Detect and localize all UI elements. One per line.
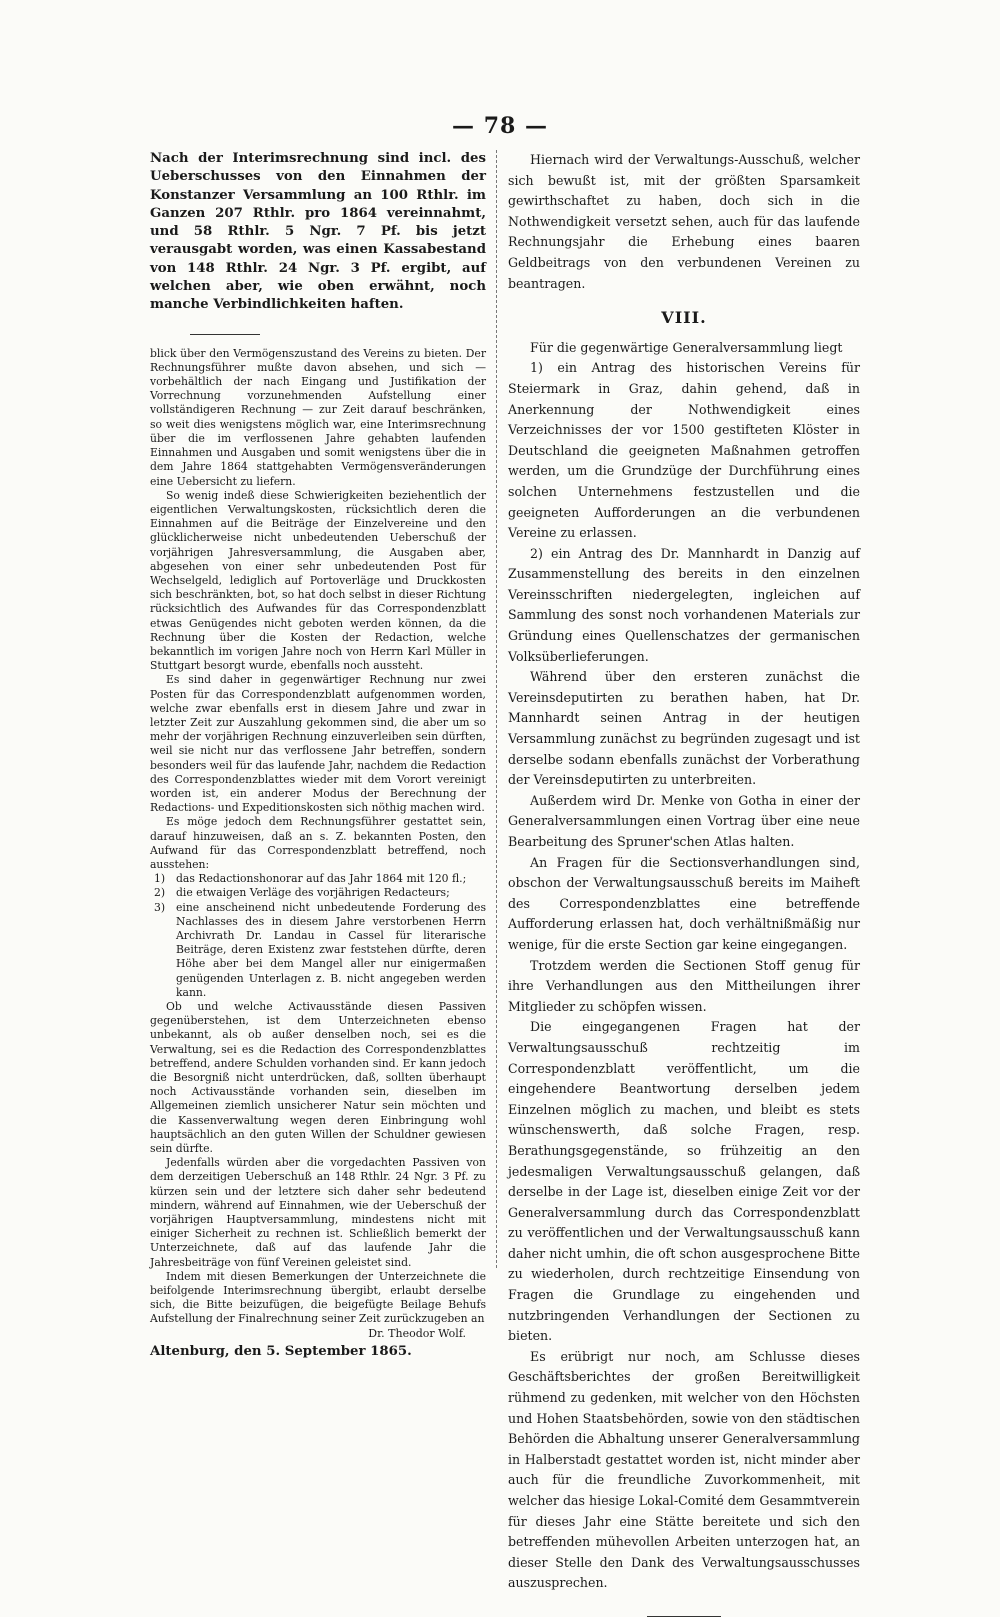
left-column bbox=[150, 150, 486, 1361]
dateline: Altenburg, den 5. September 1865. bbox=[150, 1343, 412, 1359]
right-intro-paragraph: Hiernach wird der Verwaltungs-Ausschuß, welcher sich bewußt ist, mit der größten Sparsamkeit gewirthschaftet zu haben, doch sich in die Nothwendigkeit versetzt sehen, auch für das laufende Rechnungsjahr die Erhebung eines baaren Geldbeitrags von den verbundenen Vereinen zu beantragen. bbox=[508, 152, 860, 291]
right-paragraph-3: Während über den ersteren zunächst die Vereinsdeputirten zu berathen haben, hat Dr. Mannhardt seinen Antrag in der heutigen Versammlung zunächst zu begründen zugesagt und ist derselbe sodann ebenfalls zunächst der Vorberathung der Vereinsdeputirten zu unterbreiten. bbox=[508, 669, 860, 788]
footnote-separator-rule bbox=[190, 334, 260, 335]
right-lead-paragraph: Für die gegenwärtige Generalversammlung liegt bbox=[530, 339, 843, 355]
left-paragraph-1: blick über den Vermögenszustand des Vereins zu bieten. Der Rechnungsführer mußte davon absehen, und sich — vorbehältlich der nach Eingang und Justifikation der Vorrechnung vorzunehmenden Aufstellung einer vollständigeren Rechnung — zur Zeit darauf beschränken, so weit dies wenigstens möglich war, eine Interimsrechnung über die im verflossenen Jahre gehabten laufenden Einnahmen und Ausgaben und somit wenigstens über die in dem Jahre 1864 stattgehabten Vermögensveränderungen eine Uebersicht zu liefern. bbox=[150, 346, 486, 488]
left-paragraph-4: Es möge jedoch dem Rechnungsführer gestattet sein, darauf hinzuweisen, daß an s. Z. bekannten Posten, den Aufwand für das Correspondenzblatt betreffend, noch ausstehen: bbox=[150, 815, 486, 871]
right-paragraph-1: 1) ein Antrag des historischen Vereins für Steiermark in Graz, dahin gehend, daß in Anerkennung der Nothwendigkeit eines Verzeichnisses der vor 1500 gestifteten Klöster in Deutschland die geeigneten Maßnahmen getroffen werden, um die Grundzüge der Durchführung eines solchen Unternehmens festzustellen und die geeigneten Aufforderungen an die verbundenen Vereine zu erlassen. bbox=[508, 360, 860, 541]
list-item-text: die etwaigen Verläge des vorjährigen Redacteurs; bbox=[176, 886, 450, 900]
left-paragraph-6: Jedenfalls würden aber die vorgedachten Passiven von dem derzeitigen Ueberschuß an 148 Rthlr. 24 Ngr. 3 Pf. zu kürzen sein und der letztere sich daher sehr bedeutend mindern, während auf Einnahmen, wie der Ueberschuß der vorjährigen Hauptversammlung, mindestens nicht mit einiger Sicherheit zu rechnen ist. Schließlich bemerkt der Unterzeichnete, daß auf das laufende Jahr die Jahresbeiträge von fünf Vereinen geleistet sind. bbox=[150, 1156, 486, 1269]
list-item-number: 2) bbox=[154, 886, 166, 900]
list-item bbox=[154, 872, 486, 886]
left-paragraph-7: Indem mit diesen Bemerkungen der Unterzeichnete die beifolgende Interimsrechnung übergibt, erlaubt derselbe sich, die Bitte beizufügen, die beigefügte Beilage Behufs Aufstellung der Finalrechnung seiner Zeit zurückzugeben an bbox=[150, 1269, 486, 1326]
right-paragraph-4: Außerdem wird Dr. Menke von Gotha in einer der Generalversammlungen einen Vortrag über eine neue Bearbeitung des Spruner'schen Atlas halten. bbox=[508, 792, 860, 849]
left-paragraph-5: Ob und welche Activausstände diesen Passiven gegenüberstehen, ist dem Unterzeichneten ebenso unbekannt, als ob außer denselben noch, sei es die Verwaltung, sei es die Redaction des Correspondenzblattes betreffend, andere Schulden vorhanden sind. Er kann jedoch die Besorgniß nicht unterdrücken, daß, sollten überhaupt noch Activausstände vorhanden sein, dieselben im Allgemeinen ziemlich unsicherer Natur sein möchten und die Kassenverwaltung wegen deren Einbringung wohl hauptsächlich an den guten Willen der Schuldner gewiesen sein dürfte. bbox=[150, 1000, 486, 1156]
list-item-text: eine anscheinend nicht unbedeutende Forderung des Nachlasses des in diesem Jahre verstorbenen Herrn Archivrath Dr. Landau in Cassel für literarische Beiträge, deren Existenz zwar feststehen dürfte, deren Höhe aber bei dem Mangel aller nur einigermaßen genügenden Unterlagen z. B. nicht angegeben werden kann. bbox=[176, 900, 486, 999]
right-body-text bbox=[508, 150, 860, 1594]
list-item-text: das Redactionshonorar auf das Jahr 1864 mit 120 fl.; bbox=[176, 872, 467, 886]
right-paragraph-5: An Fragen für die Sectionsverhandlungen sind, obschon der Verwaltungsausschuß bereits im Maiheft des Correspondenzblattes eine betreffende Aufforderung erlassen hat, doch verhältnißmäßig nur wenige, für die erste Section gar keine eingegangen. bbox=[508, 854, 860, 952]
list-item-number: 1) bbox=[154, 872, 166, 886]
list-item bbox=[154, 886, 486, 900]
section-heading: VIII. bbox=[661, 308, 707, 328]
list-item bbox=[154, 900, 486, 1000]
right-paragraph-6: Trotzdem werden die Sectionen Stoff genug für ihre Verhandlungen aus den Mittheilungen ihrer Mitglieder zu schöpfen wissen. bbox=[508, 957, 860, 1014]
page-number: — 78 — bbox=[452, 113, 548, 139]
list-item-number: 3) bbox=[154, 900, 166, 914]
right-paragraph-8: Es erübrigt nur noch, am Schlusse dieses Geschäftsberichtes der großen Bereitwilligkeit rühmend zu gedenken, mit welcher von den Höchsten und Hohen Staatsbehörden, sowie von den städtischen Behörden die Abhaltung unserer Generalversammlung in Halberstadt gestattet worden ist, nicht minder aber auch für die freundliche Zuvorkommenheit, mit welcher das hiesige Lokal-Comité dem Gesammtverein für dieses Jahr eine Stätte bereitete und sich den betreffenden mühevollen Arbeiten unterzogen hat, an dieser Stelle den Dank des Verwaltungsausschusses auszusprechen. bbox=[508, 1348, 860, 1591]
outstanding-items-list bbox=[150, 872, 486, 1000]
right-paragraph-2: 2) ein Antrag des Dr. Mannhardt in Danzig auf Zusammenstellung des bereits in den einzelnen Vereinsschriften niedergelegten, ingleichen auf Sammlung des sonst noch vorhandenen Materials zur Gründung eines Quellenschatzes der germanischen Volksüberlieferungen. bbox=[508, 545, 860, 664]
signature: Dr. Theodor Wolf. bbox=[368, 1326, 466, 1340]
left-intro-paragraph: Nach der Interimsrechnung sind incl. des Ueberschusses von den Einnahmen der Konstanzer Versammlung an 100 Rthlr. im Ganzen 207 Rthlr. pro 1864 vereinnahmt, und 58 Rthlr. 5 Ngr. 7 Pf. bis jetzt verausgabt worden, was einen Kassabestand von 148 Rthlr. 24 Ngr. 3 Pf. ergibt, auf welchen aber, wie oben erwähnt, noch manche Verbindlichkeiten haften. bbox=[150, 151, 486, 313]
left-small-text bbox=[150, 347, 486, 1341]
column-divider bbox=[496, 150, 497, 1268]
right-paragraph-7: Die eingegangenen Fragen hat der Verwaltungsausschuß rechtzeitig im Correspondenzblatt veröffentlicht, um die eingehendere Beantwortung derselben jedem Einzelnen möglich zu machen, und bleibt es stets wünschenswerth, daß solche Fragen, resp. Berathungsgegenstände, so frühzeitig an den jedesmaligen Verwaltungsausschuß gelangen, daß derselbe in der Lage ist, dieselben einige Zeit vor der Generalversammlung durch das Correspondenzblatt zu veröffentlichen und der Verwaltungsausschuß kann daher nicht umhin, die oft schon ausgesprochene Bitte zu wiederholen, durch rechtzeitige Einsendung von Fragen die Grundlage zu eingehenden und nutzbringenden Verhandlungen der Sectionen zu bieten. bbox=[508, 1019, 860, 1344]
right-column bbox=[508, 150, 860, 1617]
left-paragraph-3: Es sind daher in gegenwärtiger Rechnung nur zwei Posten für das Correspondenzblatt aufgenommen worden, welche zwar ebenfalls erst in diesem Jahre und zwar in letzter Zeit zur Auszahlung gekommen sind, die aber um so mehr der vorjährigen Rechnung einzuverleiben sein dürften, weil sie nicht nur das verflossene Jahr betreffen, sondern besonders weil für das laufende Jahr, nachdem die Redaction des Correspondenzblattes wieder mit dem Vorort vereinigt worden ist, ein anderer Modus der Berechnung der Redactions- und Expeditionskosten sich nöthig machen wird. bbox=[150, 673, 486, 815]
left-paragraph-2: So wenig indeß diese Schwierigkeiten beziehentlich der eigentlichen Verwaltungskosten, rücksichtlich deren die Einnahmen auf die Beiträge der Einzelvereine und den glücklicherweise nicht unbedeutenden Ueberschuß der vorjährigen Jahresversammlung, die Ausgaben aber, abgesehen von einer sehr unbedeutenden Post für Wechselgeld, lediglich auf Portoverläge und Druckkosten sich beschränkten, bot, so hat doch selbst in dieser Richtung rücksichtlich des Aufwandes für das Correspondenzblatt etwas Genügendes nicht geboten werden können, da die Rechnung über die Kosten der Redaction, welche bekanntlich im vorigen Jahre noch von Herrn Karl Müller in Stuttgart besorgt wurde, ebenfalls noch aussteht. bbox=[150, 488, 486, 673]
